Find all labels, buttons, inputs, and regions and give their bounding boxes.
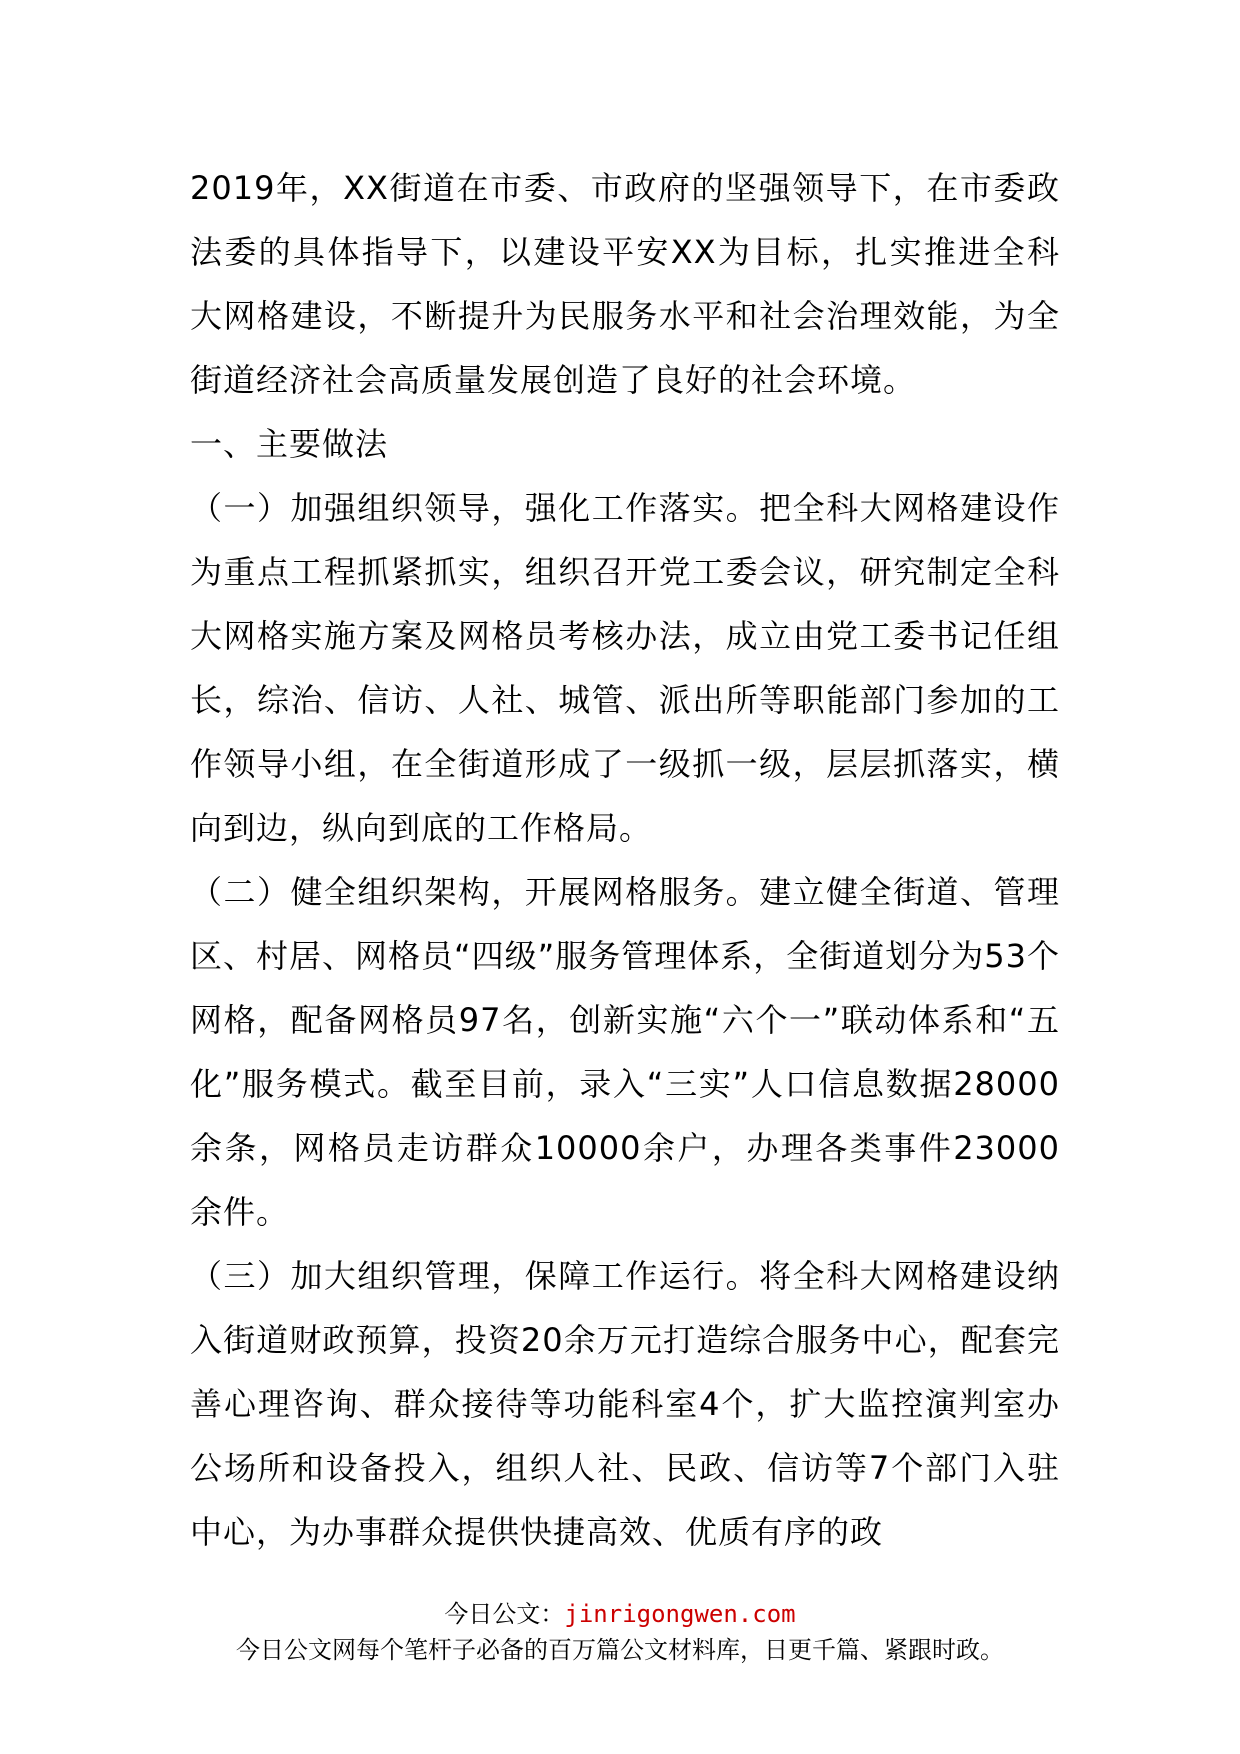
intro-paragraph: 2019年，XX街道在市委、市政府的坚强领导下，在市委政法委的具体指导下，以建设平安XX为目标，扎实推进全科大网格建设，不断提升为民服务水平和社会治理效能，为全街道经济社会高质量发展创造了良好的社会环境。 [190,169,1060,399]
footer-source-label: 今日公文： [444,1600,565,1628]
document-body [190,156,1060,1564]
paragraph-three: （三）加大组织管理，保障工作运行。将全科大网格建设纳入街道财政预算，投资20余万元打造综合服务中心，配套完善心理咨询、群众接待等功能科室4个，扩大监控演判室办公场所和设备投入，组织人社、民政、信访等7个部门入驻中心，为办事群众提供快捷高效、优质有序的政 [190,1257,1060,1551]
paragraph-two: （二）健全组织架构，开展网格服务。建立健全街道、管理区、村居、网格员“四级”服务管理体系，全街道划分为53个网格，配备网格员97名，创新实施“六个一”联动体系和“五化”服务模式。截至目前，录入“三实”人口信息数据28000余条，网格员走访群众10000余户，办理各类事件23000余件。 [190,873,1060,1231]
footer-slogan: 今日公文网每个笔杆子必备的百万篇公文材料库，日更千篇、紧跟时政。 [236,1636,1004,1664]
page-footer [0,1596,1240,1668]
footer-source-link[interactable]: jinrigongwen.com [564,1600,796,1628]
paragraph-one: （一）加强组织领导，强化工作落实。把全科大网格建设作为重点工程抓紧抓实，组织召开党工委会议，研究制定全科大网格实施方案及网格员考核办法，成立由党工委书记任组长，综治、信访、人社、城管、派出所等职能部门参加的工作领导小组，在全街道形成了一级抓一级，层层抓落实，横向到边，纵向到底的工作格局。 [190,489,1060,847]
section-heading: 一、主要做法 [190,425,389,463]
footer-source-line [0,1596,1240,1632]
